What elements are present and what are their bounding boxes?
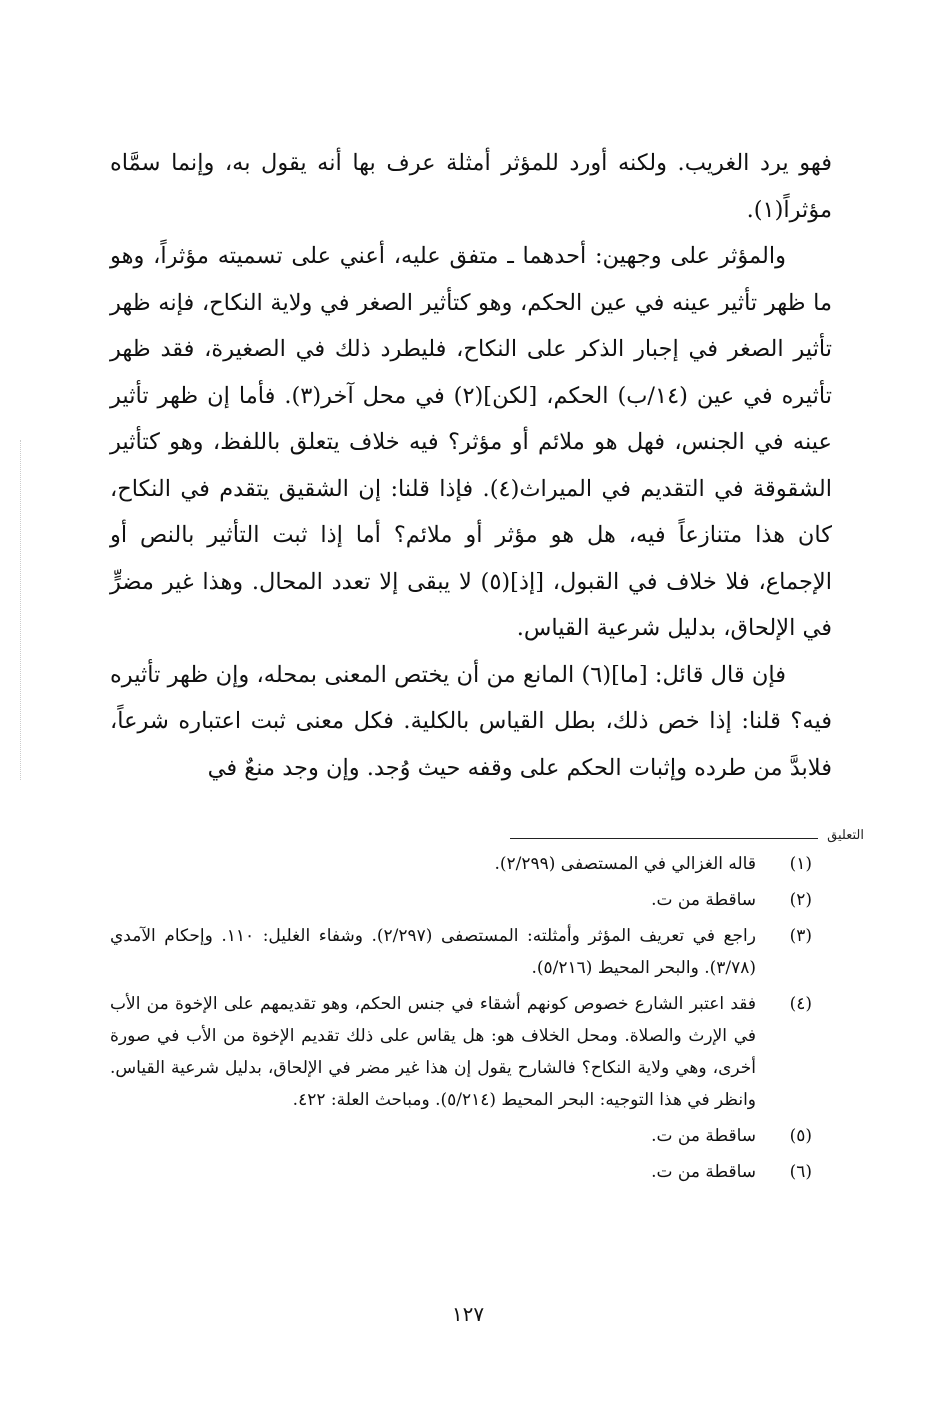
footnote-item [110, 848, 818, 880]
footnote-text: قاله الغزالي في المستصفى (٢/٢٩٩). [494, 854, 756, 874]
paragraph-1: فهو يرد الغريب. ولكنه أورد للمؤثر أمثلة عرف بها أنه يقول به، وإنما سمَّاه مؤثراً(١). [110, 150, 832, 223]
footnote-number: (٥) [789, 1126, 812, 1146]
footnote-number: (٦) [789, 1162, 812, 1182]
footnotes-section [110, 848, 818, 1192]
footnote-number: (٣) [789, 926, 812, 946]
footnote-text: راجع في تعريف المؤثر وأمثلته: المستصفى (٢/٢٩٧). وشفاء الغليل: ١١٠. وإحكام الآمدي (٣/٧٨). والبحر المحيط (٥/٢١٦). [110, 926, 756, 978]
paragraph-3: فإن قال قائل: [ما](٦) المانع من أن يختص المعنى بمحله، وإن ظهر تأثيره فيه؟ قلنا: إذا خص ذلك، بطل القياس بالكلية. فكل معنى ثبت اعتباره شرعاً، فلابدَّ من طرده وإثبات الحكم على وقفه حيث وُجد. وإن وجد منعٌ في [110, 661, 832, 781]
footnote-number: (١) [789, 854, 812, 874]
footnote-item [110, 988, 818, 1116]
footnote-text: ساقطة من ت. [651, 890, 756, 910]
footnote-text: فقد اعتبر الشارع خصوص كونهم أشقاء في جنس الحكم، وهو تقديمهم على الإخوة من الأب في الإرث والصلاة. ومحل الخلاف هو: هل يقاس على ذلك تقديم الإخوة من الأب في صورة أخرى، وهي ولاية النكاح؟ فالشارح يقول إن هذا غير مضر في الإلحاق، بدليل شرعية القياس. وانظر في هذا التوجيه: البحر المحيط (٥/٢١٤). ومباحث العلة: ٤٢٢. [110, 994, 756, 1110]
footnote-number: (٢) [789, 890, 812, 910]
footnote-item [110, 1156, 818, 1188]
footnote-item [110, 884, 818, 916]
paragraph-2: والمؤثر على وجهين: أحدهما ـ متفق عليه، أعني على تسميته مؤثراً، وهو ما ظهر تأثير عينه في عين الحكم، وهو كتأثير الصغر في ولاية النكاح، فإنه ظهر تأثير الصغر في إجبار الذكر على النكاح، فليطرد ذلك في الصغيرة، فقد ظهر تأثيره في عين (١٤/ب) الحكم، [لكن](٢) في محل آخر(٣). فأما إن ظهر تأثير عينه في الجنس، فهل هو ملائم أو مؤثر؟ فيه خلاف يتعلق باللفظ، وهو كتأثير الشقوقة في التقديم في الميراث(٤). فإذا قلنا: إن الشقيق يتقدم في النكاح، كان هذا متنازعاً فيه، هل هو مؤثر أو ملائم؟ أما إذا ثبت التأثير بالنص أو الإجماع، فلا خلاف في القبول، [إذ](٥) لا يبقى إلا تعدد المحال. وهذا غير مضرٍّ في الإلحاق، بدليل شرعية القياس. [110, 243, 832, 641]
footnote-separator-rule [510, 838, 818, 839]
footnote-item [110, 920, 818, 984]
page-crease-mark [20, 440, 21, 780]
page-number: ١٢٧ [451, 1302, 485, 1326]
footnote-item [110, 1120, 818, 1152]
footnote-text: ساقطة من ت. [651, 1126, 756, 1146]
main-text-block [110, 140, 832, 791]
footnote-number: (٤) [789, 994, 812, 1014]
footnotes-label: التعليق [827, 828, 864, 843]
footnote-text: ساقطة من ت. [651, 1162, 756, 1182]
